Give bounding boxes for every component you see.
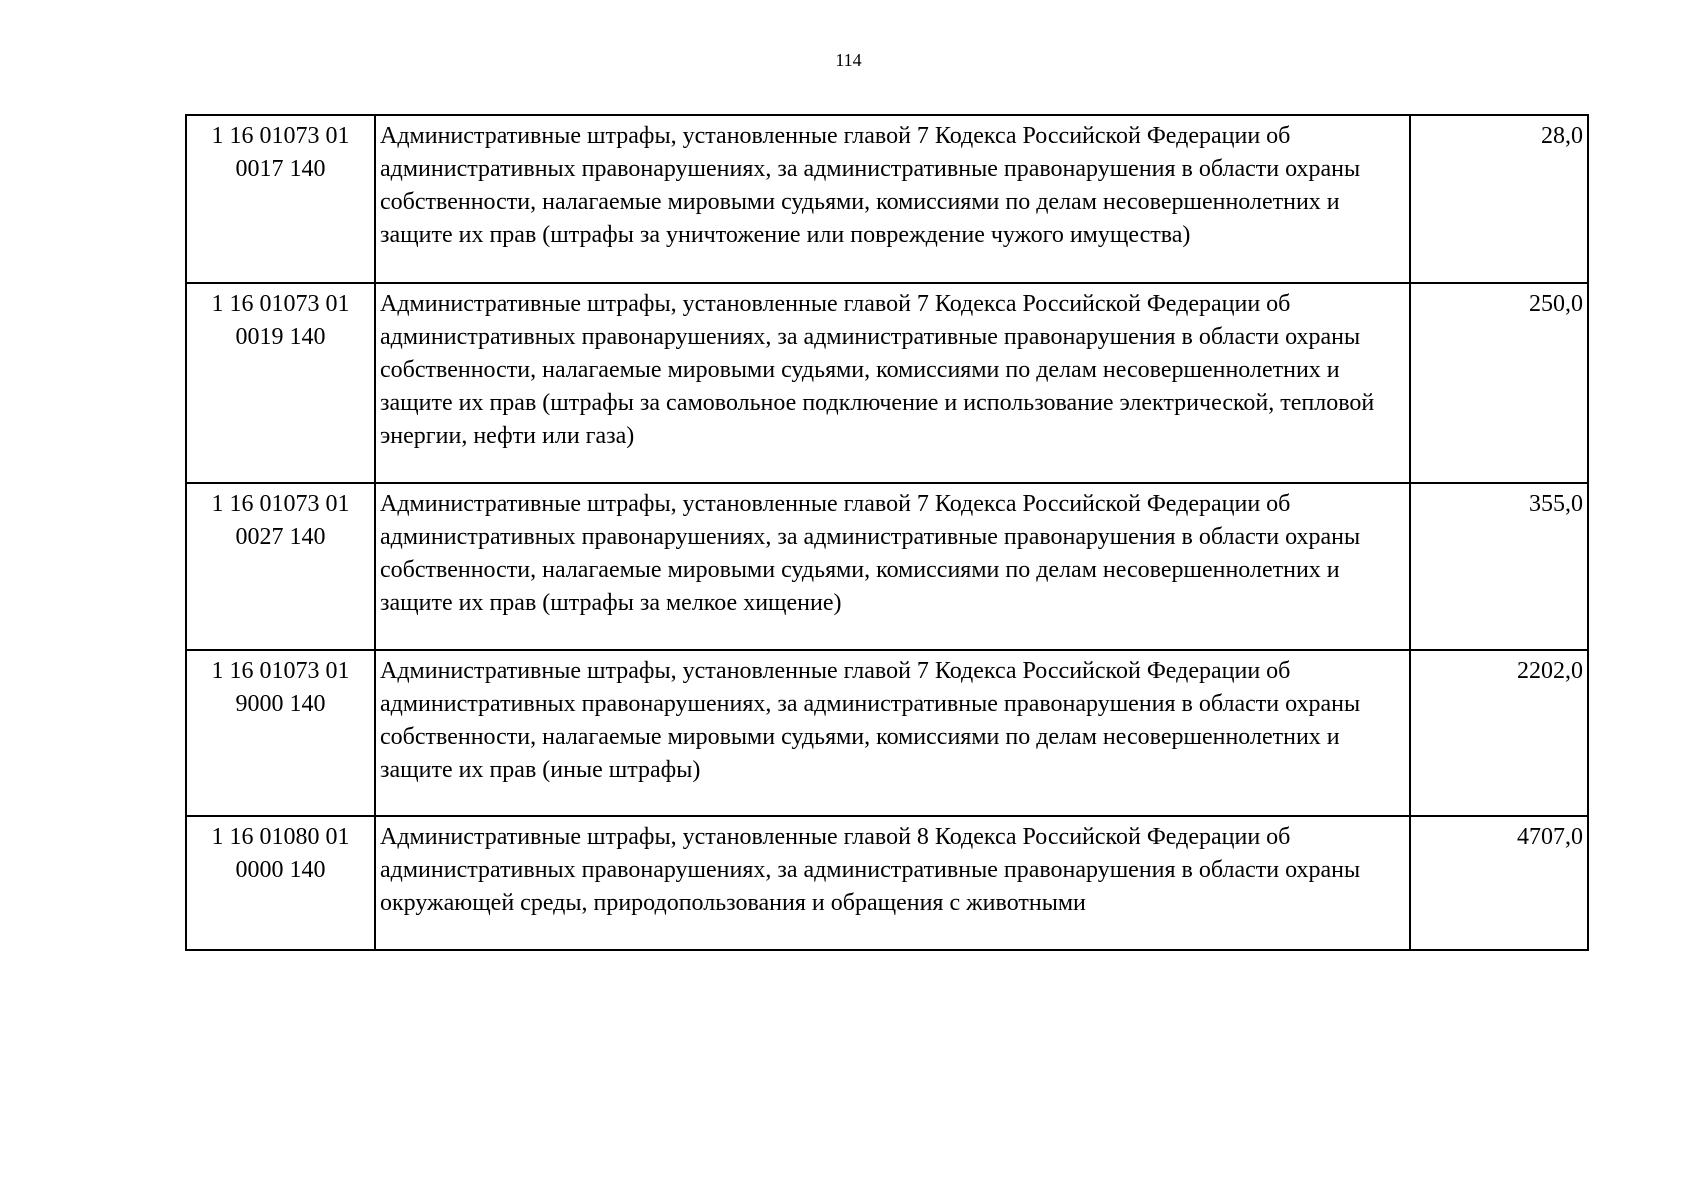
amount-cell: 355,0 <box>1410 483 1588 650</box>
table-row <box>186 115 1588 283</box>
table-row <box>186 483 1588 650</box>
budget-code-cell: 1 16 01073 01 0027 140 <box>186 483 375 650</box>
budget-code-cell: 1 16 01073 01 0019 140 <box>186 283 375 483</box>
page-number: 114 <box>835 50 862 70</box>
description-cell: Административные штрафы, установленные главой 8 Кодекса Российской Федерации об административных правонарушениях, за административные правонарушения в области охраны окружающей среды, природопользования и обращения с животными <box>375 816 1410 950</box>
table-row <box>186 283 1588 483</box>
description-cell: Административные штрафы, установленные главой 7 Кодекса Российской Федерации об административных правонарушениях, за административные правонарушения в области охраны собственности, налагаемые мировыми судьями, комиссиями по делам несовершеннолетних и защите их прав (штрафы за мелкое хищение) <box>375 483 1410 650</box>
table-row <box>186 816 1588 950</box>
amount-cell: 250,0 <box>1410 283 1588 483</box>
budget-code-cell: 1 16 01073 01 9000 140 <box>186 650 375 816</box>
description-cell: Административные штрафы, установленные главой 7 Кодекса Российской Федерации об административных правонарушениях, за административные правонарушения в области охраны собственности, налагаемые мировыми судьями, комиссиями по делам несовершеннолетних и защите их прав (иные штрафы) <box>375 650 1410 816</box>
description-cell: Административные штрафы, установленные главой 7 Кодекса Российской Федерации об административных правонарушениях, за административные правонарушения в области охраны собственности, налагаемые мировыми судьями, комиссиями по делам несовершеннолетних и защите их прав (штрафы за самовольное подключение и использование электрической, тепловой энергии, нефти или газа) <box>375 283 1410 483</box>
amount-cell: 2202,0 <box>1410 650 1588 816</box>
table-row <box>186 650 1588 816</box>
budget-code-cell: 1 16 01073 01 0017 140 <box>186 115 375 283</box>
budget-code-cell: 1 16 01080 01 0000 140 <box>186 816 375 950</box>
amount-cell: 4707,0 <box>1410 816 1588 950</box>
budget-revenue-table <box>185 114 1589 951</box>
description-cell: Административные штрафы, установленные главой 7 Кодекса Российской Федерации об административных правонарушениях, за административные правонарушения в области охраны собственности, налагаемые мировыми судьями, комиссиями по делам несовершеннолетних и защите их прав (штрафы за уничтожение или повреждение чужого имущества) <box>375 115 1410 283</box>
amount-cell: 28,0 <box>1410 115 1588 283</box>
